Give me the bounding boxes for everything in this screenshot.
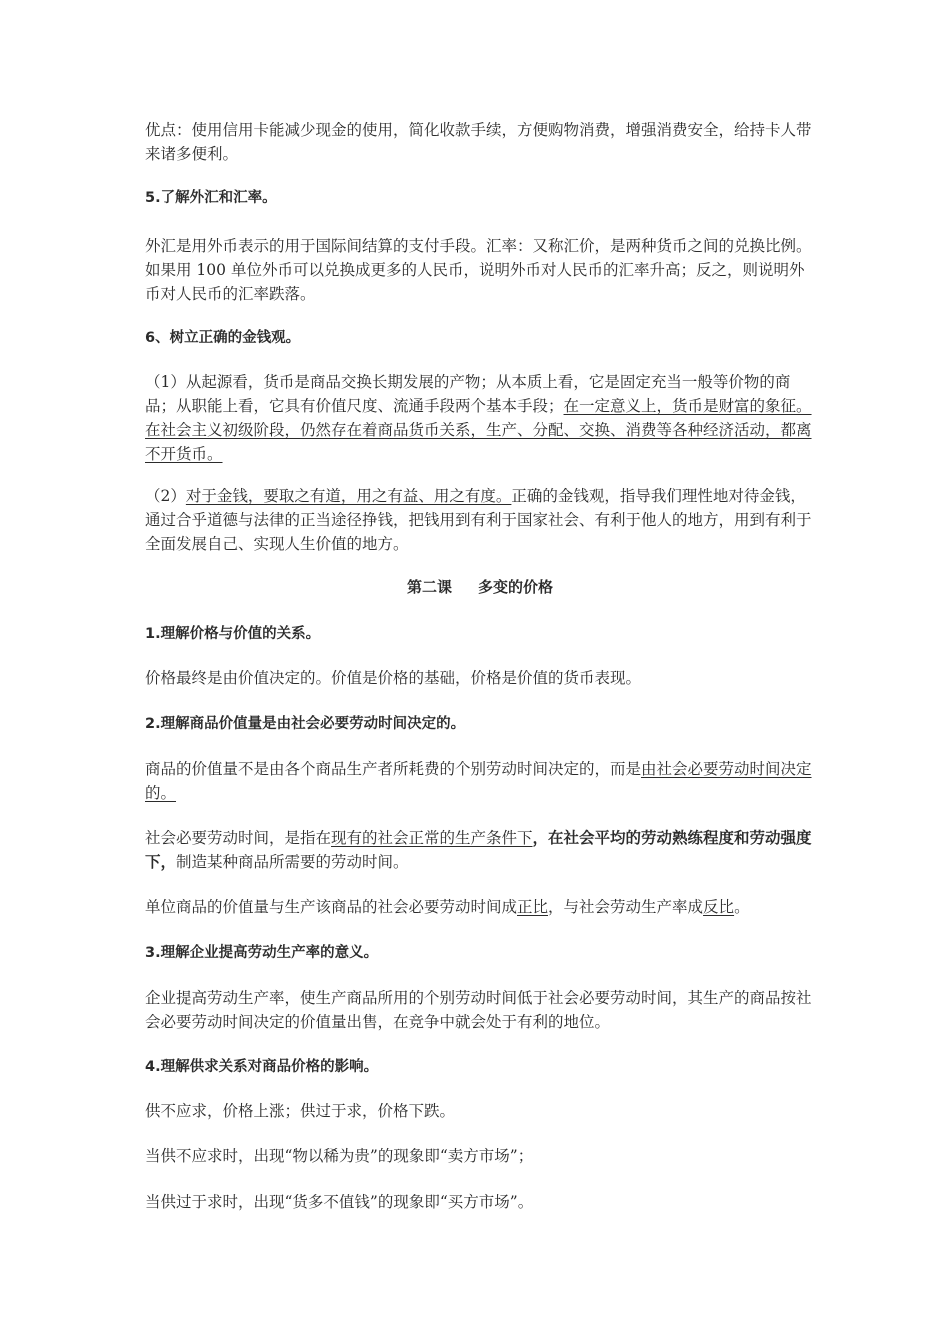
money-origin-text: （1）从起源看，货币是商品交换长期发展的产物；从本质上看，它是固定充当一般等价物的商品；从职能上看，它具有价值尺度、流通手段两个基本手段； [145, 373, 791, 415]
money-attitude-underlined: 对于金钱，要取之有道，用之有益、用之有度。 [185, 487, 512, 505]
value-quantity-underlined: 由社会必要劳动时间决定的。 [145, 760, 812, 802]
money-origin-underlined: 在一定意义上，货币是财富的象征。在社会主义初级阶段，仍然存在着商品货币关系，生产、分配、交换、消费等各种经济活动，都离不开货币。 [145, 397, 812, 463]
paragraph-money-origin [145, 370, 815, 466]
snt-bold: ，在社会平均的劳动熟练程度和劳动强度下， [145, 829, 812, 871]
paragraph-socially-necessary-time [145, 826, 815, 874]
lesson-number: 第二课 [406, 578, 452, 596]
money-attitude-prefix: （2） [145, 487, 186, 505]
lesson-title [145, 575, 815, 599]
prop-inverse: 反比 [703, 898, 735, 916]
prop-text-a: 单位商品的价值量与生产该商品的社会必要劳动时间成 [145, 898, 518, 916]
paragraph-credit-card-advantages: 优点：使用信用卡能减少现金的使用，简化收款手续，方便购物消费，增强消费安全，给持卡人带来诸多便利。 [145, 121, 812, 163]
heading-1-price-value: 1.理解价格与价值的关系。 [145, 626, 321, 642]
paragraph-sellers-market: 当供不应求时，出现“物以稀为贵”的现象即“卖方市场”； [145, 1147, 534, 1165]
paragraph-price-value: 价格最终是由价值决定的。价值是价格的基础，价格是价值的货币表现。 [145, 669, 642, 687]
money-attitude-text: 正确的金钱观，指导我们理性地对待金钱，通过合乎道德与法律的正当途径挣钱，把钱用到有利于国家社会、有利于他人的地方，用到有利于全面发展自己、实现人生价值的地方。 [145, 487, 812, 553]
paragraph-proportionality [145, 895, 815, 919]
prop-text-c: 。 [734, 898, 750, 916]
lesson-name: 多变的价格 [478, 578, 554, 596]
paragraph-productivity: 企业提高劳动生产率，使生产商品所用的个别劳动时间低于社会必要劳动时间，其生产的商品按社会必要劳动时间决定的价值量出售，在竞争中就会处于有利的地位。 [145, 989, 812, 1031]
paragraph-buyers-market: 当供过于求时，出现“货多不值钱”的现象即“买方市场”。 [145, 1193, 534, 1211]
heading-4-supply-demand: 4.理解供求关系对商品价格的影响。 [145, 1059, 379, 1075]
prop-text-b: ，与社会劳动生产率成 [548, 898, 704, 916]
value-quantity-text: 商品的价值量不是由各个商品生产者所耗费的个别劳动时间决定的，而是 [145, 760, 642, 778]
heading-2-value-quantity: 2.理解商品价值量是由社会必要劳动时间决定的。 [145, 716, 466, 732]
paragraph-money-attitude [145, 484, 815, 556]
paragraph-value-quantity [145, 757, 815, 805]
snt-underlined: 现有的社会正常的生产条件下 [331, 829, 533, 847]
heading-3-productivity: 3.理解企业提高劳动生产率的意义。 [145, 945, 379, 961]
paragraph-supply-demand: 供不应求，价格上涨；供过于求，价格下跌。 [145, 1102, 456, 1120]
heading-6-money-view: 6、树立正确的金钱观。 [145, 330, 301, 346]
snt-text: 社会必要劳动时间，是指在 [145, 829, 332, 847]
paragraph-foreign-exchange: 外汇是用外币表示的用于国际间结算的支付手段。汇率：又称汇价，是两种货币之间的兑换比例。如果用 100 单位外币可以兑换成更多的人民币，说明外币对人民币的汇率升高；反之，则说明外币对人民币的汇率跌落。 [145, 237, 812, 303]
prop-direct: 正比 [517, 898, 549, 916]
heading-5-foreign-exchange: 5.了解外汇和汇率。 [145, 190, 277, 206]
snt-end: 制造某种商品所需要的劳动时间。 [176, 853, 409, 871]
